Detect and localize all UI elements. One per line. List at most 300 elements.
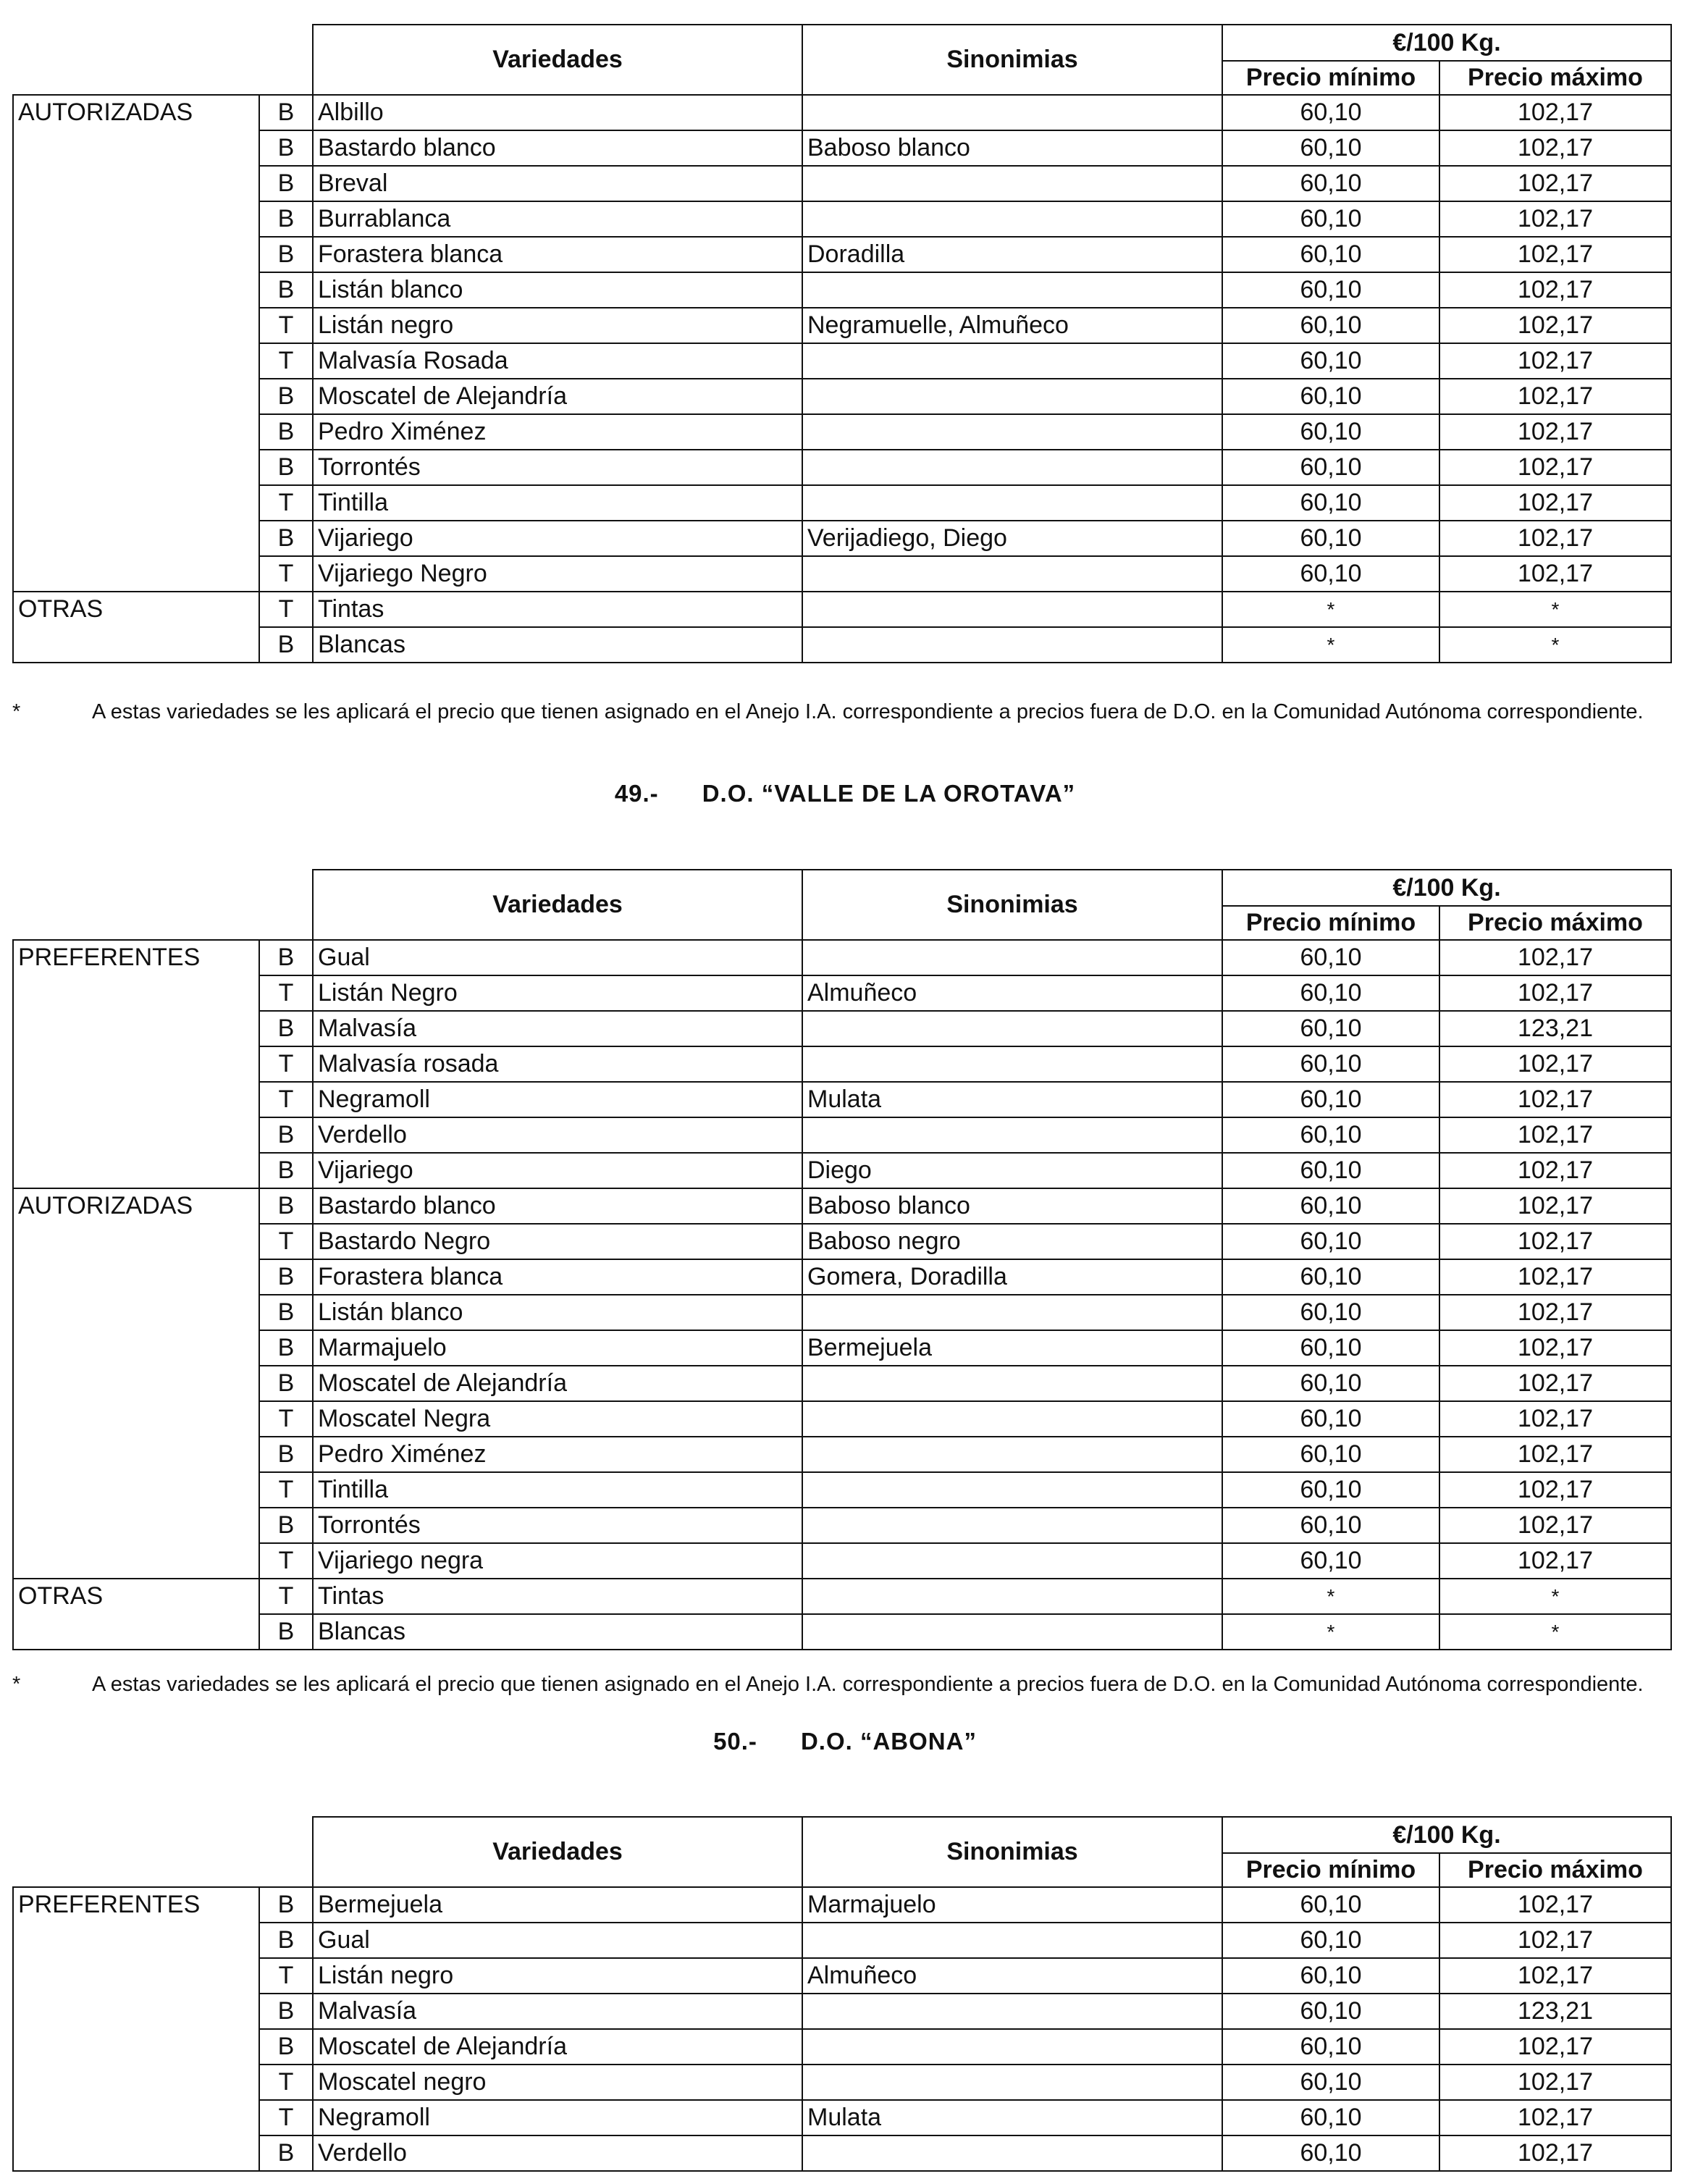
table-row bbox=[13, 272, 1671, 308]
table-row bbox=[13, 521, 1671, 556]
variety-cell: Malvasía bbox=[313, 1994, 802, 2029]
color-cell: T bbox=[259, 975, 313, 1011]
price-max-cell: 102,17 bbox=[1439, 450, 1671, 485]
price-max-cell: 102,17 bbox=[1439, 201, 1671, 237]
color-cell: T bbox=[259, 2100, 313, 2135]
price-max-cell: 102,17 bbox=[1439, 343, 1671, 379]
table-row bbox=[13, 1923, 1671, 1958]
variety-cell: Listán blanco bbox=[313, 272, 802, 308]
category-cell bbox=[13, 1295, 259, 1330]
color-cell: T bbox=[259, 592, 313, 627]
section-heading-50 bbox=[0, 1728, 1690, 1755]
price-min-cell: 60,10 bbox=[1222, 1958, 1439, 1994]
price-min-cell: 60,10 bbox=[1222, 166, 1439, 201]
category-cell bbox=[13, 1117, 259, 1153]
synonym-cell bbox=[802, 414, 1222, 450]
synonym-cell: Negramuelle, Almuñeco bbox=[802, 308, 1222, 343]
table-row bbox=[13, 627, 1671, 663]
price-min-cell: 60,10 bbox=[1222, 343, 1439, 379]
color-cell: B bbox=[259, 1295, 313, 1330]
table-body bbox=[13, 95, 1671, 663]
table-row bbox=[13, 343, 1671, 379]
price-min-cell: 60,10 bbox=[1222, 201, 1439, 237]
category-cell bbox=[13, 1472, 259, 1508]
table-row bbox=[13, 2100, 1671, 2135]
table-row bbox=[13, 1224, 1671, 1259]
category-cell bbox=[13, 627, 259, 663]
category-cell bbox=[13, 1614, 259, 1650]
synonym-cell bbox=[802, 1508, 1222, 1543]
price-max-cell: 123,21 bbox=[1439, 1011, 1671, 1046]
variety-cell: Vijariego Negro bbox=[313, 556, 802, 592]
price-max-cell: 102,17 bbox=[1439, 1437, 1671, 1472]
variety-cell: Tintas bbox=[313, 592, 802, 627]
price-min-cell: 60,10 bbox=[1222, 1046, 1439, 1082]
variety-cell: Verdello bbox=[313, 2135, 802, 2171]
table-row bbox=[13, 1543, 1671, 1579]
header-varieties: Variedades bbox=[313, 25, 802, 95]
variety-cell: Forastera blanca bbox=[313, 1259, 802, 1295]
color-cell: B bbox=[259, 237, 313, 272]
synonym-cell bbox=[802, 379, 1222, 414]
section-title: D.O. “VALLE DE LA OROTAVA” bbox=[702, 780, 1076, 807]
category-cell bbox=[13, 521, 259, 556]
variety-cell: Albillo bbox=[313, 95, 802, 130]
price-max-cell: 102,17 bbox=[1439, 2135, 1671, 2171]
price-min-cell: 60,10 bbox=[1222, 940, 1439, 975]
price-max-cell: * bbox=[1439, 1614, 1671, 1650]
price-min-cell: 60,10 bbox=[1222, 130, 1439, 166]
footnote-text: A estas variedades se les aplicará el precio que tienen asignado en el Anejo I.A. correspondiente a precios fuera de D.O. en la Comunidad Autónoma correspondiente. bbox=[92, 1673, 1644, 1696]
variety-cell: Listán negro bbox=[313, 308, 802, 343]
price-min-cell: 60,10 bbox=[1222, 95, 1439, 130]
synonym-cell bbox=[802, 940, 1222, 975]
table-row bbox=[13, 485, 1671, 521]
variety-cell: Blancas bbox=[313, 627, 802, 663]
header-price-min: Precio mínimo bbox=[1222, 906, 1439, 940]
variety-cell: Pedro Ximénez bbox=[313, 1437, 802, 1472]
table-row bbox=[13, 1188, 1671, 1224]
price-min-cell: 60,10 bbox=[1222, 975, 1439, 1011]
varieties-table-49 bbox=[12, 869, 1672, 1650]
footnote-mark: * bbox=[12, 1673, 21, 1696]
price-max-cell: 102,17 bbox=[1439, 1401, 1671, 1437]
synonym-cell bbox=[802, 1401, 1222, 1437]
color-cell: T bbox=[259, 556, 313, 592]
price-max-cell: * bbox=[1439, 627, 1671, 663]
variety-cell: Vijariego negra bbox=[313, 1543, 802, 1579]
price-max-cell: 102,17 bbox=[1439, 2029, 1671, 2065]
table-row bbox=[13, 1046, 1671, 1082]
synonym-cell bbox=[802, 1579, 1222, 1614]
synonym-cell bbox=[802, 2135, 1222, 2171]
color-cell: B bbox=[259, 130, 313, 166]
color-cell: B bbox=[259, 1366, 313, 1401]
price-max-cell: 102,17 bbox=[1439, 2100, 1671, 2135]
section-heading-49 bbox=[0, 780, 1690, 807]
price-min-cell: * bbox=[1222, 1614, 1439, 1650]
variety-cell: Torrontés bbox=[313, 450, 802, 485]
color-cell: B bbox=[259, 521, 313, 556]
price-max-cell: 123,21 bbox=[1439, 1994, 1671, 2029]
synonym-cell bbox=[802, 1614, 1222, 1650]
category-cell bbox=[13, 166, 259, 201]
price-max-cell: 102,17 bbox=[1439, 95, 1671, 130]
price-min-cell: 60,10 bbox=[1222, 1259, 1439, 1295]
price-min-cell: 60,10 bbox=[1222, 1543, 1439, 1579]
category-cell bbox=[13, 1046, 259, 1082]
header-synonyms: Sinonimias bbox=[802, 870, 1222, 940]
category-cell bbox=[13, 1153, 259, 1188]
category-cell bbox=[13, 272, 259, 308]
varieties-table-50 bbox=[12, 1816, 1672, 2172]
color-cell: T bbox=[259, 308, 313, 343]
category-cell bbox=[13, 2135, 259, 2171]
category-cell bbox=[13, 414, 259, 450]
price-max-cell: 102,17 bbox=[1439, 272, 1671, 308]
price-min-cell: 60,10 bbox=[1222, 237, 1439, 272]
category-cell bbox=[13, 130, 259, 166]
price-max-cell: 102,17 bbox=[1439, 1046, 1671, 1082]
variety-cell: Gual bbox=[313, 940, 802, 975]
price-max-cell: 102,17 bbox=[1439, 940, 1671, 975]
variety-cell: Breval bbox=[313, 166, 802, 201]
price-max-cell: 102,17 bbox=[1439, 1295, 1671, 1330]
price-max-cell: * bbox=[1439, 592, 1671, 627]
color-cell: T bbox=[259, 2065, 313, 2100]
variety-cell: Tintas bbox=[313, 1579, 802, 1614]
color-cell: B bbox=[259, 1887, 313, 1923]
color-cell: B bbox=[259, 1153, 313, 1188]
variety-cell: Burrablanca bbox=[313, 201, 802, 237]
synonym-cell bbox=[802, 1994, 1222, 2029]
table-row bbox=[13, 95, 1671, 130]
price-max-cell: 102,17 bbox=[1439, 237, 1671, 272]
price-max-cell: 102,17 bbox=[1439, 1259, 1671, 1295]
table-row bbox=[13, 1437, 1671, 1472]
price-max-cell: 102,17 bbox=[1439, 1082, 1671, 1117]
header-price-max: Precio máximo bbox=[1439, 906, 1671, 940]
color-cell: B bbox=[259, 1259, 313, 1295]
category-cell bbox=[13, 343, 259, 379]
synonym-cell: Diego bbox=[802, 1153, 1222, 1188]
footnote-text: A estas variedades se les aplicará el precio que tienen asignado en el Anejo I.A. correspondiente a precios fuera de D.O. en la Comunidad Autónoma correspondiente. bbox=[92, 700, 1644, 723]
price-min-cell: 60,10 bbox=[1222, 1994, 1439, 2029]
varieties-table-1 bbox=[12, 24, 1672, 663]
table-row bbox=[13, 2135, 1671, 2171]
category-cell bbox=[13, 1437, 259, 1472]
variety-cell: Listán Negro bbox=[313, 975, 802, 1011]
price-min-cell: 60,10 bbox=[1222, 414, 1439, 450]
table-row bbox=[13, 1082, 1671, 1117]
price-max-cell: 102,17 bbox=[1439, 1923, 1671, 1958]
price-max-cell: 102,17 bbox=[1439, 2065, 1671, 2100]
price-min-cell: 60,10 bbox=[1222, 1472, 1439, 1508]
category-cell bbox=[13, 1543, 259, 1579]
variety-cell: Pedro Ximénez bbox=[313, 414, 802, 450]
table-row bbox=[13, 1366, 1671, 1401]
synonym-cell: Doradilla bbox=[802, 237, 1222, 272]
price-max-cell: 102,17 bbox=[1439, 1887, 1671, 1923]
table-row bbox=[13, 1117, 1671, 1153]
category-cell bbox=[13, 1923, 259, 1958]
synonym-cell bbox=[802, 2065, 1222, 2100]
variety-cell: Negramoll bbox=[313, 2100, 802, 2135]
color-cell: B bbox=[259, 940, 313, 975]
price-min-cell: 60,10 bbox=[1222, 2029, 1439, 2065]
synonym-cell bbox=[802, 485, 1222, 521]
category-cell bbox=[13, 975, 259, 1011]
footnote-mark: * bbox=[12, 700, 21, 723]
category-cell bbox=[13, 1330, 259, 1366]
price-max-cell: 102,17 bbox=[1439, 166, 1671, 201]
variety-cell: Malvasía rosada bbox=[313, 1046, 802, 1082]
variety-cell: Listán blanco bbox=[313, 1295, 802, 1330]
color-cell: B bbox=[259, 414, 313, 450]
price-min-cell: 60,10 bbox=[1222, 1153, 1439, 1188]
color-cell: B bbox=[259, 201, 313, 237]
price-min-cell: * bbox=[1222, 1579, 1439, 1614]
color-cell: B bbox=[259, 379, 313, 414]
color-cell: B bbox=[259, 1437, 313, 1472]
price-min-cell: 60,10 bbox=[1222, 308, 1439, 343]
header-price-group: €/100 Kg. bbox=[1222, 1817, 1671, 1853]
synonym-cell: Mulata bbox=[802, 1082, 1222, 1117]
synonym-cell bbox=[802, 1046, 1222, 1082]
header-price-max: Precio máximo bbox=[1439, 1853, 1671, 1887]
table-row bbox=[13, 237, 1671, 272]
color-cell: B bbox=[259, 1508, 313, 1543]
price-min-cell: 60,10 bbox=[1222, 1082, 1439, 1117]
color-cell: B bbox=[259, 1188, 313, 1224]
header-price-group: €/100 Kg. bbox=[1222, 25, 1671, 61]
category-cell bbox=[13, 1508, 259, 1543]
variety-cell: Moscatel negro bbox=[313, 2065, 802, 2100]
color-cell: B bbox=[259, 1923, 313, 1958]
synonym-cell bbox=[802, 1923, 1222, 1958]
synonym-cell bbox=[802, 1295, 1222, 1330]
variety-cell: Marmajuelo bbox=[313, 1330, 802, 1366]
color-cell: B bbox=[259, 1614, 313, 1650]
synonym-cell bbox=[802, 1117, 1222, 1153]
category-cell bbox=[13, 237, 259, 272]
color-cell: B bbox=[259, 1011, 313, 1046]
price-max-cell: 102,17 bbox=[1439, 1508, 1671, 1543]
header-varieties: Variedades bbox=[313, 870, 802, 940]
synonym-cell: Almuñeco bbox=[802, 975, 1222, 1011]
price-max-cell: 102,17 bbox=[1439, 1153, 1671, 1188]
price-min-cell: 60,10 bbox=[1222, 556, 1439, 592]
footnote bbox=[12, 697, 1678, 726]
synonym-cell bbox=[802, 556, 1222, 592]
price-min-cell: 60,10 bbox=[1222, 1437, 1439, 1472]
table-row bbox=[13, 1011, 1671, 1046]
synonym-cell bbox=[802, 1543, 1222, 1579]
variety-cell: Vijariego bbox=[313, 1153, 802, 1188]
table-row bbox=[13, 166, 1671, 201]
color-cell: T bbox=[259, 1543, 313, 1579]
synonym-cell: Almuñeco bbox=[802, 1958, 1222, 1994]
color-cell: B bbox=[259, 627, 313, 663]
table-row bbox=[13, 1958, 1671, 1994]
color-cell: B bbox=[259, 166, 313, 201]
synonym-cell bbox=[802, 343, 1222, 379]
color-cell: B bbox=[259, 2029, 313, 2065]
price-max-cell: 102,17 bbox=[1439, 521, 1671, 556]
header-price-min: Precio mínimo bbox=[1222, 1853, 1439, 1887]
price-min-cell: 60,10 bbox=[1222, 1330, 1439, 1366]
price-max-cell: 102,17 bbox=[1439, 308, 1671, 343]
price-max-cell: 102,17 bbox=[1439, 556, 1671, 592]
price-min-cell: 60,10 bbox=[1222, 1923, 1439, 1958]
price-min-cell: 60,10 bbox=[1222, 272, 1439, 308]
category-cell bbox=[13, 1366, 259, 1401]
price-min-cell: 60,10 bbox=[1222, 1011, 1439, 1046]
table-row bbox=[13, 1330, 1671, 1366]
synonym-cell bbox=[802, 95, 1222, 130]
table-row bbox=[13, 592, 1671, 627]
synonym-cell bbox=[802, 592, 1222, 627]
category-cell bbox=[13, 2029, 259, 2065]
table-row bbox=[13, 308, 1671, 343]
synonym-cell bbox=[802, 272, 1222, 308]
price-max-cell: 102,17 bbox=[1439, 379, 1671, 414]
category-cell: AUTORIZADAS bbox=[13, 1188, 259, 1224]
header-price-min: Precio mínimo bbox=[1222, 61, 1439, 95]
table-row bbox=[13, 450, 1671, 485]
category-cell: AUTORIZADAS bbox=[13, 95, 259, 130]
category-cell: PREFERENTES bbox=[13, 940, 259, 975]
category-cell bbox=[13, 1082, 259, 1117]
category-cell bbox=[13, 1259, 259, 1295]
color-cell: T bbox=[259, 485, 313, 521]
color-cell: T bbox=[259, 1046, 313, 1082]
table-row bbox=[13, 1401, 1671, 1437]
color-cell: B bbox=[259, 1117, 313, 1153]
section-title: D.O. “ABONA” bbox=[800, 1728, 977, 1755]
variety-cell: Tintilla bbox=[313, 1472, 802, 1508]
price-min-cell: 60,10 bbox=[1222, 2135, 1439, 2171]
price-min-cell: 60,10 bbox=[1222, 485, 1439, 521]
table-row bbox=[13, 1295, 1671, 1330]
category-cell bbox=[13, 379, 259, 414]
synonym-cell bbox=[802, 1472, 1222, 1508]
synonym-cell bbox=[802, 1366, 1222, 1401]
price-max-cell: 102,17 bbox=[1439, 1117, 1671, 1153]
category-cell bbox=[13, 2100, 259, 2135]
price-min-cell: 60,10 bbox=[1222, 379, 1439, 414]
header-price-group: €/100 Kg. bbox=[1222, 870, 1671, 906]
color-cell: T bbox=[259, 343, 313, 379]
variety-cell: Moscatel de Alejandría bbox=[313, 2029, 802, 2065]
table-row bbox=[13, 201, 1671, 237]
category-cell bbox=[13, 1224, 259, 1259]
variety-cell: Moscatel de Alejandría bbox=[313, 1366, 802, 1401]
category-cell: OTRAS bbox=[13, 1579, 259, 1614]
price-min-cell: 60,10 bbox=[1222, 2100, 1439, 2135]
variety-cell: Vijariego bbox=[313, 521, 802, 556]
synonym-cell: Marmajuelo bbox=[802, 1887, 1222, 1923]
price-min-cell: 60,10 bbox=[1222, 2065, 1439, 2100]
price-max-cell: 102,17 bbox=[1439, 1472, 1671, 1508]
price-min-cell: 60,10 bbox=[1222, 1295, 1439, 1330]
price-max-cell: 102,17 bbox=[1439, 1224, 1671, 1259]
price-max-cell: 102,17 bbox=[1439, 1543, 1671, 1579]
table-row bbox=[13, 414, 1671, 450]
price-max-cell: 102,17 bbox=[1439, 1330, 1671, 1366]
synonym-cell: Baboso blanco bbox=[802, 1188, 1222, 1224]
price-min-cell: * bbox=[1222, 592, 1439, 627]
table-row bbox=[13, 1153, 1671, 1188]
category-cell bbox=[13, 308, 259, 343]
category-cell bbox=[13, 1401, 259, 1437]
category-cell: PREFERENTES bbox=[13, 1887, 259, 1923]
price-max-cell: 102,17 bbox=[1439, 1366, 1671, 1401]
synonym-cell: Gomera, Doradilla bbox=[802, 1259, 1222, 1295]
variety-cell: Moscatel de Alejandría bbox=[313, 379, 802, 414]
variety-cell: Negramoll bbox=[313, 1082, 802, 1117]
category-cell bbox=[13, 1994, 259, 2029]
table-row bbox=[13, 1994, 1671, 2029]
variety-cell: Bastardo Negro bbox=[313, 1224, 802, 1259]
variety-cell: Bastardo blanco bbox=[313, 130, 802, 166]
header-varieties: Variedades bbox=[313, 1817, 802, 1887]
variety-cell: Verdello bbox=[313, 1117, 802, 1153]
variety-cell: Gual bbox=[313, 1923, 802, 1958]
price-min-cell: 60,10 bbox=[1222, 1887, 1439, 1923]
color-cell: B bbox=[259, 1330, 313, 1366]
price-min-cell: 60,10 bbox=[1222, 1117, 1439, 1153]
color-cell: T bbox=[259, 1472, 313, 1508]
price-min-cell: 60,10 bbox=[1222, 1401, 1439, 1437]
variety-cell: Forastera blanca bbox=[313, 237, 802, 272]
category-cell bbox=[13, 450, 259, 485]
category-cell bbox=[13, 485, 259, 521]
table-row bbox=[13, 2065, 1671, 2100]
price-max-cell: 102,17 bbox=[1439, 130, 1671, 166]
price-min-cell: 60,10 bbox=[1222, 1366, 1439, 1401]
synonym-cell bbox=[802, 166, 1222, 201]
synonym-cell: Bermejuela bbox=[802, 1330, 1222, 1366]
table-row bbox=[13, 1259, 1671, 1295]
variety-cell: Bermejuela bbox=[313, 1887, 802, 1923]
price-max-cell: 102,17 bbox=[1439, 485, 1671, 521]
table-row bbox=[13, 1508, 1671, 1543]
synonym-cell bbox=[802, 627, 1222, 663]
price-max-cell: * bbox=[1439, 1579, 1671, 1614]
category-cell bbox=[13, 2065, 259, 2100]
variety-cell: Bastardo blanco bbox=[313, 1188, 802, 1224]
color-cell: B bbox=[259, 450, 313, 485]
synonym-cell: Baboso blanco bbox=[802, 130, 1222, 166]
synonym-cell bbox=[802, 201, 1222, 237]
color-cell: B bbox=[259, 272, 313, 308]
table-row bbox=[13, 940, 1671, 975]
header-synonyms: Sinonimias bbox=[802, 1817, 1222, 1887]
table-body bbox=[13, 940, 1671, 1650]
table-row bbox=[13, 1579, 1671, 1614]
table-row bbox=[13, 1472, 1671, 1508]
color-cell: T bbox=[259, 1958, 313, 1994]
color-cell: B bbox=[259, 95, 313, 130]
section-number: 49.- bbox=[614, 780, 659, 807]
category-cell bbox=[13, 1958, 259, 1994]
table-row bbox=[13, 2029, 1671, 2065]
table-row bbox=[13, 975, 1671, 1011]
variety-cell: Tintilla bbox=[313, 485, 802, 521]
color-cell: B bbox=[259, 2135, 313, 2171]
price-max-cell: 102,17 bbox=[1439, 414, 1671, 450]
